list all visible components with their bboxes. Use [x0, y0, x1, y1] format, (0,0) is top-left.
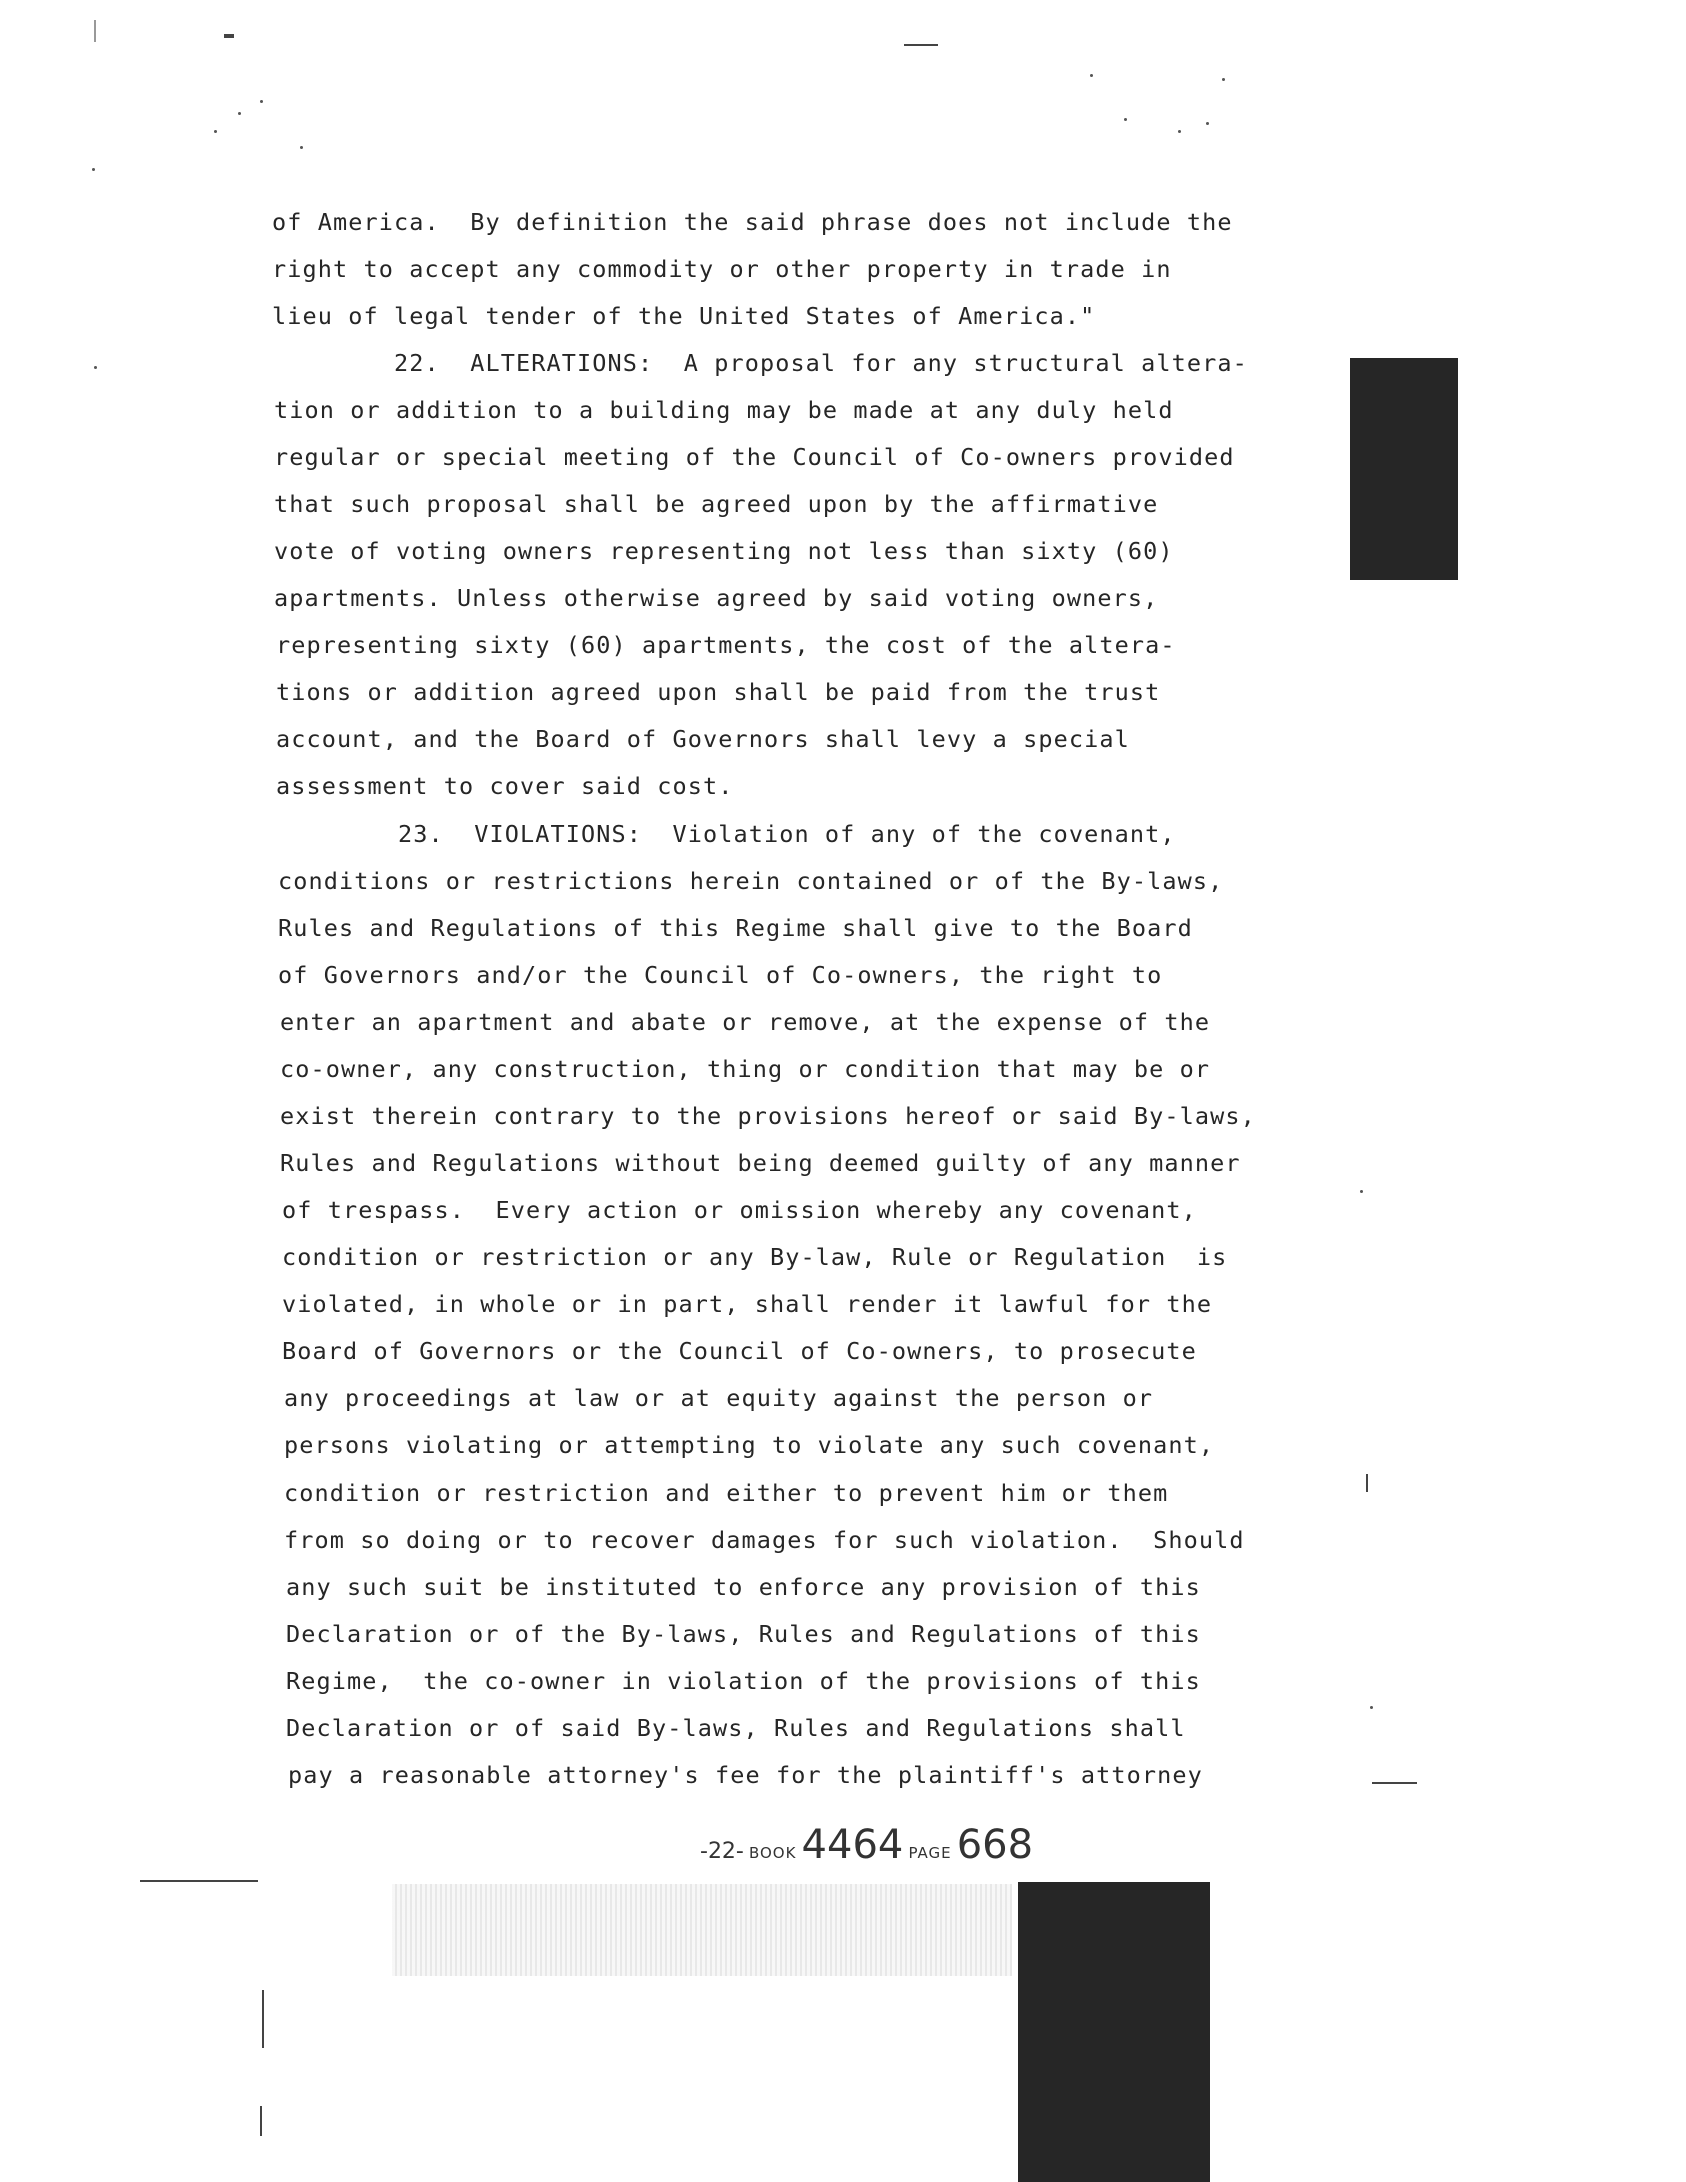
body-line: Rules and Regulations of this Regime shall give to the Board: [278, 914, 1193, 942]
body-line: assessment to cover said cost.: [276, 772, 734, 800]
body-line: tion or addition to a building may be made at any duly held: [274, 396, 1174, 424]
body-line: 22. ALTERATIONS: A proposal for any structural altera-: [272, 349, 1248, 377]
book-label: BOOK: [748, 1844, 797, 1862]
body-line: of America. By definition the said phrase does not include the: [272, 208, 1233, 236]
body-line: from so doing or to recover damages for such violation. Should: [284, 1526, 1245, 1554]
scan-speckle: [238, 112, 241, 115]
body-line: lieu of legal tender of the United States of America.": [272, 302, 1096, 330]
body-line: right to accept any commodity or other property in trade in: [272, 255, 1172, 283]
scan-mark-top-left: [224, 34, 234, 38]
body-line: account, and the Board of Governors shall levy a special: [276, 725, 1130, 753]
body-line: condition or restriction or any By-law, Rule or Regulation is: [282, 1243, 1228, 1271]
body-line: apartments. Unless otherwise agreed by said voting owners,: [274, 584, 1159, 612]
scan-speckle: [1370, 1706, 1373, 1709]
body-line: pay a reasonable attorney's fee for the plaintiff's attorney: [288, 1761, 1203, 1789]
body-line: Rules and Regulations without being deemed guilty of any manner: [280, 1149, 1241, 1177]
scan-gray-patch-bottom: [392, 1884, 1012, 1976]
body-line: Regime, the co-owner in violation of the provisions of this: [286, 1667, 1201, 1695]
body-line: enter an apartment and abate or remove, at the expense of the: [280, 1008, 1211, 1036]
body-line: Declaration or of the By-laws, Rules and Regulations of this: [286, 1620, 1201, 1648]
scan-rule-right: [1372, 1782, 1417, 1784]
book-number: 4464: [801, 1822, 904, 1868]
body-line: vote of voting owners representing not less than sixty (60): [274, 537, 1174, 565]
body-line: conditions or restrictions herein contained or of the By-laws,: [278, 867, 1224, 895]
body-line: any proceedings at law or at equity against the person or: [284, 1384, 1154, 1412]
body-line: of Governors and/or the Council of Co-owners, the right to: [278, 961, 1163, 989]
scan-dark-patch-bottom: [1018, 1882, 1210, 2182]
scan-speckle: [1090, 74, 1093, 77]
body-line: co-owner, any construction, thing or condition that may be or: [280, 1055, 1211, 1083]
scan-speckle: [260, 100, 263, 103]
body-line: persons violating or attempting to violate any such covenant,: [284, 1431, 1215, 1459]
scan-speckle: [92, 168, 95, 171]
scan-speckle: [94, 366, 97, 369]
scan-speckle: [300, 146, 303, 149]
scan-speckle: [1222, 78, 1225, 81]
body-line: Board of Governors or the Council of Co-owners, to prosecute: [282, 1337, 1197, 1365]
body-line: condition or restriction and either to prevent him or them: [284, 1479, 1169, 1507]
book-page-stamp: [748, 1822, 1034, 1868]
scan-mark-lower-left: [262, 1990, 264, 2048]
scan-mark-top-center: [904, 44, 938, 46]
page-number: -22-: [700, 1839, 744, 1864]
body-line: of trespass. Every action or omission whereby any covenant,: [282, 1196, 1197, 1224]
scan-speckle: [1360, 1190, 1363, 1193]
scan-speckle: [214, 130, 217, 133]
body-line: exist therein contrary to the provisions hereof or said By-laws,: [280, 1102, 1256, 1130]
body-line: representing sixty (60) apartments, the cost of the altera-: [276, 631, 1176, 659]
body-line: Declaration or of said By-laws, Rules and Regulations shall: [286, 1714, 1186, 1742]
body-line: tions or addition agreed upon shall be paid from the trust: [276, 678, 1161, 706]
page-label: PAGE: [908, 1844, 952, 1862]
scan-speckle: [1124, 118, 1127, 121]
body-line: 23. VIOLATIONS: Violation of any of the covenant,: [276, 820, 1176, 848]
body-line: that such proposal shall be agreed upon by the affirmative: [274, 490, 1159, 518]
page-footer: [700, 1822, 1033, 1868]
scan-speckle: [1206, 122, 1209, 125]
scan-mark-right-edge: [1366, 1474, 1368, 1492]
body-line: violated, in whole or in part, shall render it lawful for the: [282, 1290, 1213, 1318]
page-value: 668: [956, 1822, 1034, 1868]
body-line: any such suit be instituted to enforce any provision of this: [286, 1573, 1201, 1601]
scan-speckle: [1178, 130, 1181, 133]
scan-rule-left: [140, 1880, 258, 1882]
scan-mark-lower-left-2: [260, 2106, 262, 2136]
scan-mark-left-edge: [94, 20, 96, 42]
scan-dark-patch-right: [1350, 358, 1458, 580]
body-line: regular or special meeting of the Council of Co-owners provided: [274, 443, 1235, 471]
